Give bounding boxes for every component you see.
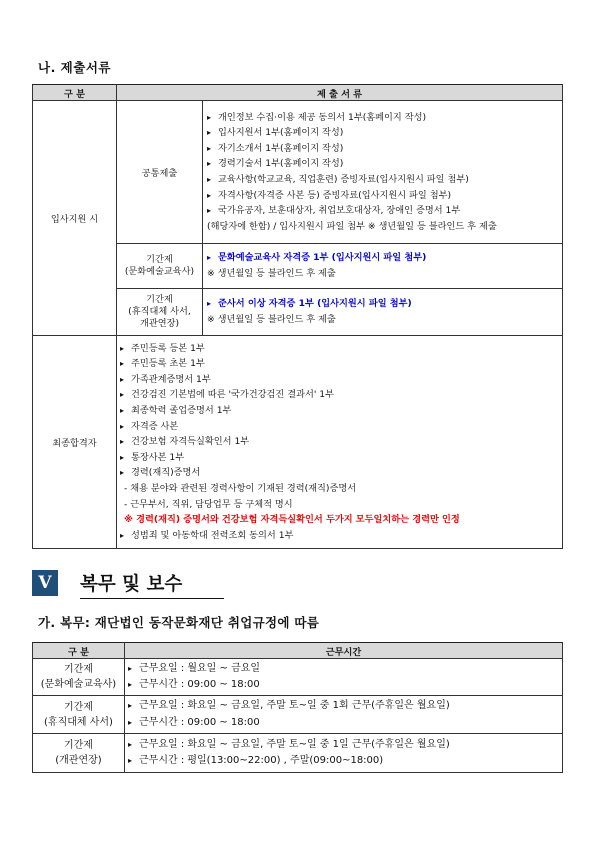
row-label-line: 기간제 xyxy=(64,701,93,713)
list-item: ▸ 근무요일 : 화요일 ~ 금요일, 주말 토~일 중 1일 근무(주휴일은 월요일) xyxy=(128,737,562,754)
common-docs-list xyxy=(207,110,562,235)
list-item: ▸ 가족관계증명서 1부 xyxy=(120,372,562,388)
list-item: ▸ 근무시간 : 09:00 ~ 18:00 xyxy=(128,715,562,732)
row-label-line: 기간제 xyxy=(64,740,93,751)
list-item: ▸ 문화예술교육사 자격증 1부 (입사지원시 파일 첨부) xyxy=(207,250,562,266)
list-subitem: - 근무부서, 직위, 담당업무 등 구체적 명시 xyxy=(124,498,293,510)
hours-cell xyxy=(125,659,563,696)
table-row xyxy=(33,696,563,734)
table-row xyxy=(33,101,563,244)
chapter-title: 복무 및 보수 xyxy=(80,570,224,599)
list-item: ▸ 준사서 이상 자격증 1부 (입사지원시 파일 첨부) xyxy=(207,296,562,312)
hours-list xyxy=(128,737,562,770)
list-item: ▸ 건강검진 기본법에 따른 '국가건강검진 결과서' 1부 xyxy=(120,387,562,403)
documents-table xyxy=(32,84,563,549)
art-label-line: 기간제 xyxy=(146,254,173,265)
list-item: ▸ 입사지원서 1부(홈페이지 작성) xyxy=(207,125,562,141)
list-subitem: - 채용 분야와 관련된 경력사항이 기재된 경력(재직)증명서 xyxy=(124,482,357,494)
final-docs-cell xyxy=(117,336,563,549)
hours-list xyxy=(128,698,562,731)
librarian-label xyxy=(117,289,203,336)
art-label xyxy=(117,244,203,289)
list-item: ▸ 근무시간 : 09:00 ~ 18:00 xyxy=(128,677,562,694)
apply-label: 입사지원 시 xyxy=(33,101,117,336)
hours-list xyxy=(128,661,562,694)
list-item: ▸ 근무요일 : 월요일 ~ 금요일 xyxy=(128,661,562,678)
list-item: ▸ 주민등록 등본 1부 xyxy=(120,341,562,357)
section-title-service: 가. 복무: 재단법인 동작문화재단 취업규정에 따름 xyxy=(38,615,320,630)
list-item: ▸ 근무요일 : 화요일 ~ 금요일, 주말 토~일 중 1회 근무(주휴일은 월요일) xyxy=(128,698,562,715)
row-label-line: 기간제 xyxy=(64,664,93,675)
list-item: ▸ 국가유공자, 보훈대상자, 취업보호대상자, 장애인 증명서 1부 xyxy=(207,203,562,219)
row-label xyxy=(33,734,125,773)
list-item: ▸ 경력(재직)증명서 xyxy=(120,465,562,481)
chapter-number-badge: V xyxy=(32,570,58,596)
common-label: 공통제출 xyxy=(117,101,203,244)
list-item: ▸ 건강보험 자격득실확인서 1부 xyxy=(120,434,562,450)
list-note: ※ 생년월일 등 블라인드 후 제출 xyxy=(207,268,336,279)
list-item: ▸ 교육사항(학교교육, 직업훈련) 증빙자료(입사지원시 파일 첨부) xyxy=(207,172,562,188)
art-docs-cell xyxy=(203,244,563,289)
final-label: 최종합격자 xyxy=(33,336,117,549)
header-hours: 근무시간 xyxy=(125,643,563,659)
librarian-label-line: (휴직대체 사서, xyxy=(128,306,191,317)
common-docs-cell xyxy=(203,101,563,244)
list-item: ▸ 자격사항(자격증 사본 등) 증빙자료(입사지원시 파일 첨부) xyxy=(207,188,562,204)
table-row xyxy=(33,734,563,773)
list-item: ▸ 성범죄 및 아동학대 전력조회 동의서 1부 xyxy=(120,528,562,544)
header-category: 구 분 xyxy=(33,85,117,101)
header-category: 구 분 xyxy=(33,643,125,659)
row-label xyxy=(33,696,125,734)
table-row xyxy=(33,336,563,549)
list-item: ▸ 통장사본 1부 xyxy=(120,450,562,466)
librarian-label-line: 개관연장) xyxy=(139,318,180,329)
table-header-row xyxy=(33,85,563,101)
art-docs-list xyxy=(207,250,562,281)
row-label-line: (문화예술교육사) xyxy=(40,679,117,690)
hours-cell xyxy=(125,734,563,773)
table-header-row xyxy=(33,643,563,659)
list-item: ▸ 자기소개서 1부(홈페이지 작성) xyxy=(207,141,562,157)
list-note: ※ 생년월일 등 블라인드 후 제출 xyxy=(207,314,336,325)
table-row xyxy=(33,659,563,696)
work-hours-table xyxy=(32,642,563,773)
list-item: ▸ 경력기술서 1부(홈페이지 작성) xyxy=(207,156,562,172)
art-label-line: (문화예술교육사) xyxy=(124,266,195,277)
row-label-line: (개관연장) xyxy=(55,755,102,766)
hours-cell xyxy=(125,696,563,734)
header-documents: 제 출 서 류 xyxy=(117,85,563,101)
list-note: (해당자에 한함) / 입사지원시 파일 첨부 ※ 생년월일 등 블라인드 후 제출 xyxy=(207,220,497,232)
list-item: ▸ 주민등록 초본 1부 xyxy=(120,356,562,372)
librarian-docs-list xyxy=(207,296,562,327)
row-label-line: (휴직대체 사서) xyxy=(44,716,113,728)
librarian-label-line: 기간제 xyxy=(146,294,173,305)
row-label xyxy=(33,659,125,696)
warning-note: ※ 경력(재직) 증명서와 건강보험 자격득실확인서 두가지 모두일치하는 경력만 인정 xyxy=(124,514,460,526)
list-item: ▸ 자격증 사본 xyxy=(120,419,562,435)
final-docs-list xyxy=(120,341,562,544)
list-item: ▸ 개인정보 수집·이용 제공 동의서 1부(홈페이지 작성) xyxy=(207,110,562,126)
librarian-docs-cell xyxy=(203,289,563,336)
list-item: ▸ 최종학력 졸업증명서 1부 xyxy=(120,403,562,419)
section-title-documents: 나. 제출서류 xyxy=(38,60,111,75)
list-item: ▸ 근무시간 : 평일(13:00~22:00) , 주말(09:00~18:00) xyxy=(128,753,562,770)
